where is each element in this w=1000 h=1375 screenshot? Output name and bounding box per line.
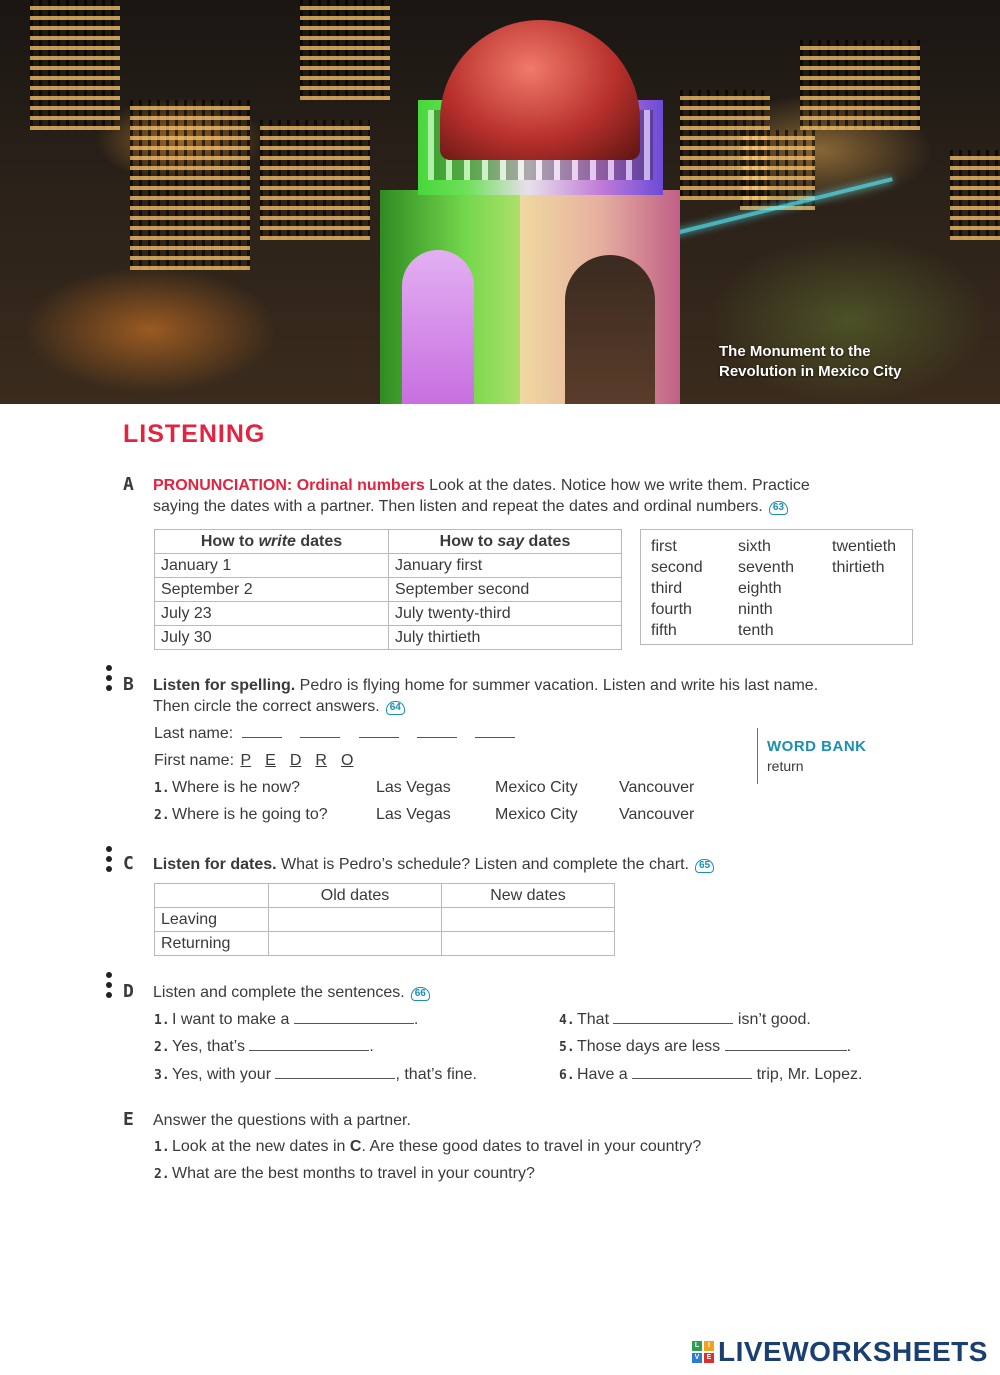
question-row: 2. Where is he going to? Las Vegas Mexico City Vancouver	[154, 806, 695, 823]
audio-icon[interactable]: 64	[386, 701, 405, 715]
table-header: How to write dates	[155, 530, 389, 554]
table-row: July 23 July twenty-third	[155, 602, 622, 626]
answer-option[interactable]: Vancouver	[619, 806, 695, 823]
audio-icon[interactable]: 65	[695, 859, 714, 873]
photo-caption: The Monument to the Revolution in Mexico City	[719, 343, 902, 380]
sentence-item: 1. I want to make a .	[154, 1011, 419, 1028]
table-row: January 1 January first	[155, 554, 622, 578]
liveworksheets-logo: L I V E LIVEWORKSHEETS	[692, 1336, 988, 1368]
answer-blank[interactable]	[275, 1065, 395, 1079]
letter-blank[interactable]	[300, 724, 340, 738]
exercise-d-instructions: Listen and complete the sentences. 66	[153, 982, 430, 1003]
table-row: Returning	[155, 932, 615, 956]
dates-table	[154, 529, 622, 650]
question-row: 1. Where is he now? Las Vegas Mexico City Vancouver	[154, 779, 695, 796]
sentence-item: 5. Those days are less .	[559, 1038, 852, 1055]
pair-work-icon	[106, 846, 112, 876]
discussion-question: 2. What are the best months to travel in your country?	[154, 1165, 535, 1182]
letter-blank[interactable]	[417, 724, 457, 738]
answer-option[interactable]: Vancouver	[619, 779, 695, 796]
logo-icon: L I V E	[692, 1341, 714, 1363]
monument-dome	[440, 20, 640, 160]
pair-work-icon	[106, 665, 112, 695]
exercise-c-instructions: Listen for dates. What is Pedro’s schedule? Listen and complete the chart. 65	[153, 854, 933, 875]
exercise-letter-d: D	[123, 981, 134, 1002]
answer-blank[interactable]	[294, 1010, 414, 1024]
exercise-letter-e: E	[123, 1109, 134, 1130]
letter-blank[interactable]	[242, 724, 282, 738]
sentence-item: 3. Yes, with your , that’s fine.	[154, 1066, 477, 1083]
word-bank: WORD BANK return	[757, 728, 867, 784]
sentence-item: 2. Yes, that’s .	[154, 1038, 374, 1055]
exercise-letter-c: C	[123, 853, 134, 874]
section-title: LISTENING	[123, 420, 266, 448]
sentence-item: 4. That isn’t good.	[559, 1011, 811, 1028]
exercise-letter-b: B	[123, 674, 134, 695]
pair-work-icon	[106, 972, 112, 1002]
schedule-table	[154, 883, 615, 956]
table-row: September 2 September second	[155, 578, 622, 602]
answer-blank[interactable]	[613, 1010, 733, 1024]
answer-blank[interactable]	[725, 1037, 847, 1051]
discussion-question: 1. Look at the new dates in C. Are these good dates to travel in your country?	[154, 1138, 702, 1155]
letter-blank[interactable]	[359, 724, 399, 738]
exercise-e-instructions: Answer the questions with a partner.	[153, 1112, 411, 1129]
answer-cell[interactable]	[269, 908, 442, 932]
letter-blank[interactable]	[475, 724, 515, 738]
audio-icon[interactable]: 63	[769, 501, 788, 515]
exercise-b-instructions: Listen for spelling. Pedro is flying home for summer vacation. Listen and write his last name. Then circle the correct answers. 64	[153, 677, 819, 715]
table-header: New dates	[442, 884, 615, 908]
answer-cell[interactable]	[442, 908, 615, 932]
table-row: Leaving	[155, 908, 615, 932]
answer-option[interactable]: Mexico City	[495, 806, 578, 823]
exercise-letter-a: A	[123, 474, 134, 495]
answer-cell[interactable]	[442, 932, 615, 956]
table-row: July 30 July thirtieth	[155, 626, 622, 650]
ordinal-numbers-box: first second third fourth fifth sixth seventh eighth ninth tenth twentieth thirtieth	[640, 529, 913, 645]
table-header: Old dates	[269, 884, 442, 908]
answer-cell[interactable]	[269, 932, 442, 956]
last-name-row: Last name:	[154, 724, 515, 743]
first-name-row: First name: P E D R O	[154, 752, 354, 769]
answer-option[interactable]: Las Vegas	[376, 806, 451, 823]
audio-icon[interactable]: 66	[411, 987, 430, 1001]
exercise-a-instructions: PRONUNCIATION: Ordinal numbers Look at the dates. Notice how we write them. Practice saying the dates with a partner. Then listen and repeat the dates and ordinal numbers. 63	[153, 477, 810, 515]
answer-blank[interactable]	[249, 1037, 369, 1051]
answer-option[interactable]: Mexico City	[495, 779, 578, 796]
answer-blank[interactable]	[632, 1065, 752, 1079]
table-header: How to say dates	[389, 530, 622, 554]
sentence-item: 6. Have a trip, Mr. Lopez.	[559, 1066, 863, 1083]
hero-photo	[0, 0, 1000, 404]
answer-option[interactable]: Las Vegas	[376, 779, 451, 796]
